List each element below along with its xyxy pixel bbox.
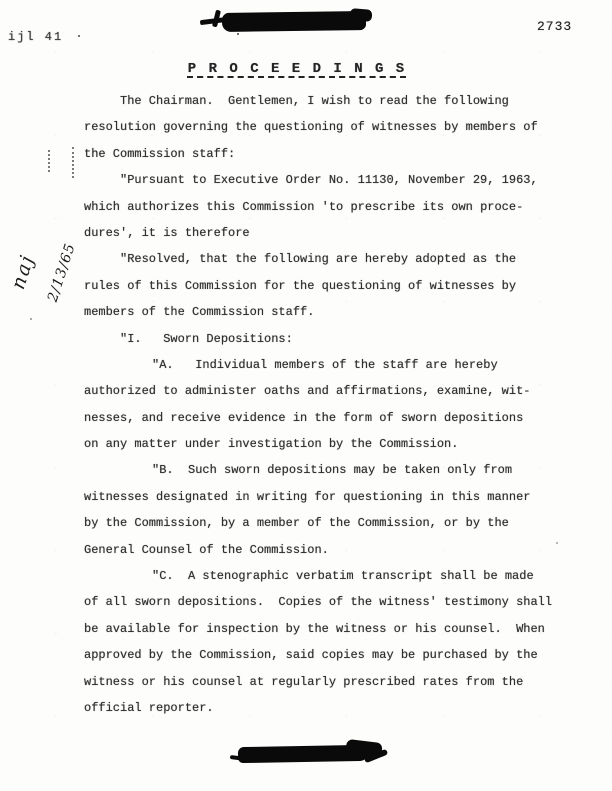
text-line: rules of this Commission for the questioning of witnesses by [84,278,517,293]
text-line: The Chairman. Gentlemen, I wish to read the following [120,94,509,108]
margin-tick [48,150,50,172]
top-left-stamp: ijl 41 [8,30,64,44]
text-line: which authorizes this Commission 'to prescribe its own proce- [84,199,524,214]
document-body [84,88,584,721]
text-line: by the Commission, by a member of the Commission, or by the [84,516,509,531]
redaction-bar-top [200,8,375,36]
text-line: "B. Such sworn depositions may be taken only from [152,463,513,478]
text-line: "I. Sworn Depositions: [120,331,293,346]
handwritten-initials: naj [7,251,39,292]
text-line: resolution governing the questioning of witnesses by members of [84,120,538,135]
text-line: on any matter under investigation by the Commission. [84,437,459,452]
text-line: General Counsel of the Commission. [84,542,329,557]
text-line: approved by the Commission, said copies may be purchased by the [84,648,538,663]
text-line: "C. A stenographic verbatim transcript shall be made [152,569,534,584]
scan-speck [78,35,80,37]
handwritten-date: 2/13/65 [44,241,79,304]
page-title: P R O C E E D I N G S [187,61,407,77]
text-line: witness or his counsel at regularly prescribed rates from the [84,674,524,689]
text-line: of all sworn depositions. Copies of the witness' testimony shall [84,595,553,610]
scan-speck [237,33,239,35]
scan-speck [556,542,558,544]
redaction-bar-bottom [228,740,393,772]
text-line: "A. Individual members of the staff are hereby [152,357,498,372]
text-line: the Commission staff: [84,146,236,161]
redaction-blob [222,11,366,32]
text-line: nesses, and receive evidence in the form of sworn depositions [84,410,524,425]
page-number: 2733 [537,19,573,34]
text-line: be available for inspection by the witness or his counsel. When [84,621,545,636]
text-line: members of the Commission staff. [84,305,315,320]
text-line: authorized to administer oaths and affirmations, examine, wit- [84,384,531,399]
redaction-blob [350,8,373,22]
text-line: "Resolved, that the following are hereby adopted as the [120,252,517,267]
text-line: witnesses designated in writing for questioning in this manner [84,489,531,504]
text-line: dures', it is therefore [84,225,250,240]
text-line: "Pursuant to Executive Order No. 11130, November 29, 1963, [120,173,538,188]
scan-speck [30,318,32,320]
redaction-stroke [230,755,246,761]
margin-tick [72,147,74,178]
text-line: official reporter. [84,700,214,715]
